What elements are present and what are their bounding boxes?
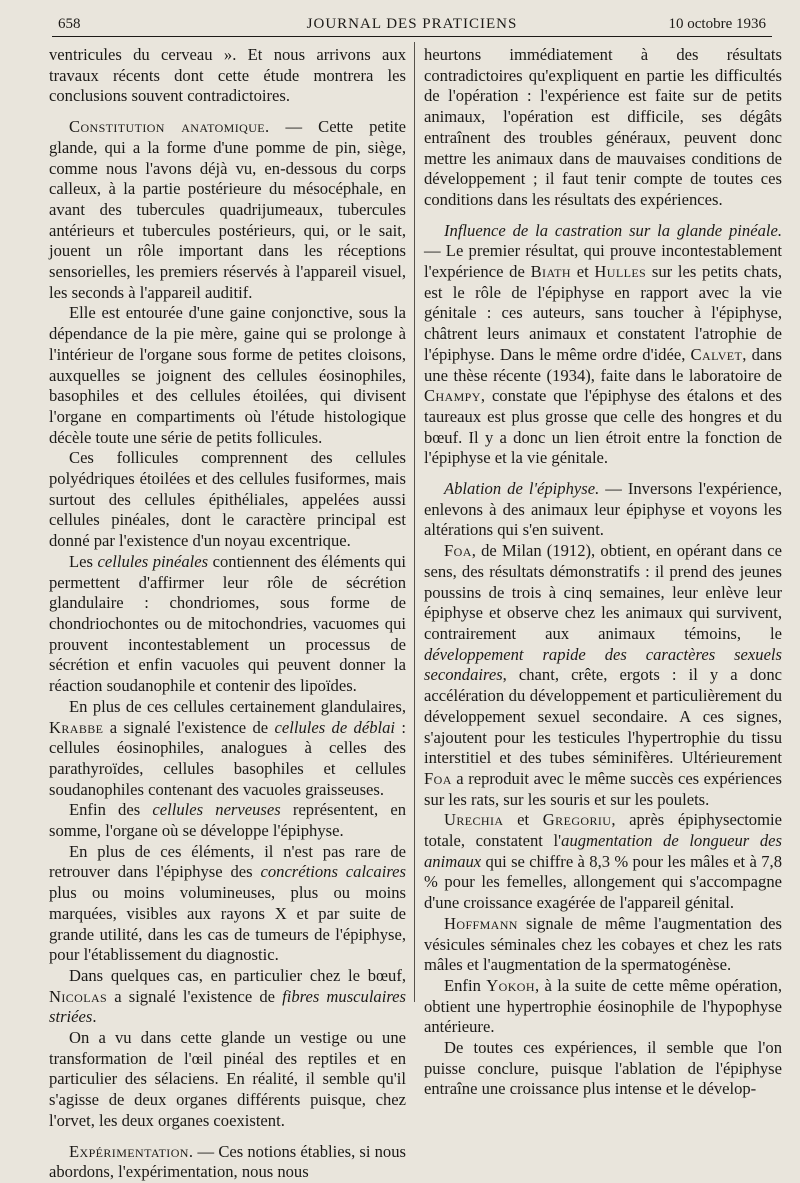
author-name: Foa: [444, 541, 472, 561]
paragraph-hoffmann: Hoffmann signale de même l'augmentation des vésicules séminales chez les cobayes et chez les rats mâles et l'augmentation de la spermatogénèse.: [424, 913, 782, 975]
paragraph-yokoh: Enfin Yokoh, à la suite de cette même opération, obtient une hypertrophie éosinophile de l'hypophyse antérieure.: [424, 975, 782, 1037]
author-name: Yokoh: [486, 975, 535, 995]
paragraph-conclusion: De toutes ces expériences, il semble que l'on puisse conclure, puisque l'ablation de l'épiphyse entraîne une croissance plus intense et le dévelop-: [424, 1038, 782, 1099]
paragraph-ablation: Ablation de l'épiphyse. — Inversons l'expérience, enlevons à des animaux leur épiphyse et voyons les altérations qui s'en suivent.: [424, 479, 782, 540]
paragraph-foa: Foa, de Milan (1912), obtient, en opérant dans ce sens, des résultats démonstratifs : il prend des jeunes poussins de trois à cinq semaines, leur enlève leur épiphyse et observe chez les animaux qui survivent, contrairement aux animaux témoins, le développement rapide des caractères sexuels secondaires, chant, crête, ergots : il y a donc accélération du développement et particulièrement du développement sexuel secondaire. A ces signes, s'ajoutent pour les testicules l'hypertrophie du tissu interstitiel et des tubes séminifères. Ultérieurement Foa a reproduit avec le même succès ces expériences sur les rats, sur les souris et sur les poulets.: [424, 541, 782, 809]
author-name: Calvet: [690, 344, 743, 364]
right-column: [424, 45, 782, 1100]
paragraph-experimentation: Expérimentation. — Ces notions établies, si nous abordons, l'expérimentation, nous nous: [49, 1141, 406, 1182]
author-name: Foa: [424, 768, 452, 788]
paragraph-follicules: Ces follicules comprennent des cellules polyédriques étoilées et des cellules fusiformes, mais surtout des cellules épithéliales, appelées aussi cellules pinéales, dont le caractère principal est donné par l'existence d'un noyau excentrique.: [49, 448, 406, 551]
paragraph-concretions: En plus de ces éléments, il n'est pas rare de retrouver dans l'épiphyse des concrétions calcaires plus ou moins volumineuses, plus ou moins marquées, visibles aux rayons X et par suite de grande utilité, dans les cas de tumeurs de l'épiphyse, pour l'établissement du diagnostic.: [49, 841, 406, 965]
paragraph-continuation: ventricules du cerveau ». Et nous arrivons aux travaux récents dont cette étude montrera les conclusions souvent contradictoires.: [49, 45, 406, 106]
author-name: Hoffmann: [444, 913, 518, 933]
paragraph-constitution: Constitution anatomique. — Cette petite glande, qui a la forme d'une pomme de pin, siège, comme nous l'avons déjà vu, en-dessous du corps calleux, à la partie postérieure du mésocéphale, en avant des tubercules quadrijumeaux, tubercules antérieurs et tubercules postérieurs, qui, or le sait, jouent un rôle important dans les réceptions sensorielles, les premiers réservés à l'appareil visuel, les seconds à l'appareil auditif.: [49, 117, 406, 302]
author-name: Nicolas: [49, 986, 108, 1006]
author-name: Krabbe: [49, 717, 104, 737]
author-name: Champy: [424, 386, 481, 406]
journal-title: JOURNAL DES PRATICIENS: [306, 16, 518, 32]
column-divider: [414, 42, 415, 1002]
paragraph-cellules-nerveuses: Enfin des cellules nerveuses représentent, en somme, l'organe où se développe l'épiphyse.: [49, 800, 406, 841]
paragraph-krabbe: En plus de ces cellules certainement glandulaires, Krabbe a signalé l'existence de cellules de déblai : cellules éosinophiles, analogues à celles des parathyroïdes, cellules basophiles et cellules soudanophiles contenant des vacuoles graisseuses.: [49, 696, 406, 799]
paragraph-gaine: Elle est entourée d'une gaine conjonctive, sous la dépendance de la pie mère, gaine qui se prolonge à l'intérieur de l'organe sous forme de petites cloisons, auxquelles se joignent des cellules éosinophiles, basophiles et des cellules étoilées, qui divisent l'organe en compartiments où l'étude histologique décèle toute une série de petits follicules.: [49, 303, 406, 447]
author-name: Urechia: [444, 810, 504, 830]
running-header: [52, 12, 772, 37]
paragraph-urechia: Urechia et Gregoriu, après épiphysectomie totale, constatent l'augmentation de longueur des animaux qui se chiffre à 8,3 % pour les mâles et à 7,8 % pour les femelles, allongement qui s'accompagne d'une croissance exagérée de l'appareil génital.: [424, 810, 782, 913]
page-number: 658: [58, 16, 81, 32]
subheading-castration: Influence de la castration sur la glande pinéale.: [444, 220, 782, 240]
paragraph-resultats: heurtons immédiatement à des résultats contradictoires qu'expliquent en partie les difficultés de l'opération : l'expérience est faite sur de petits animaux, l'opération est difficile, ses dégâts entraînent des troubles généraux, peuvent donc mettre les animaux dans de mauvaises conditions de développement ; il faut tenir compte de toutes ces conditions dans les résultats des expériences.: [424, 45, 782, 209]
subheading-ablation: Ablation de l'épiphyse.: [444, 479, 600, 499]
issue-date: 10 octobre 1936: [668, 16, 766, 32]
paragraph-castration: Influence de la castration sur la glande pinéale. — Le premier résultat, qui prouve incontestablement l'expérience de Biath et Hulles sur les petits chats, est le rôle de l'épiphyse en rapport avec la vie génitale : ces auteurs, sans toucher à l'épiphyse, châtrent leurs animaux et constatent l'atrophie de l'épiphyse. Dans le même ordre d'idée, Calvet, dans une thèse récente (1934), faite dans le laboratoire de Champy, constate que l'épiphyse des étalons et des taureaux est plus grosse que celle des hongres et du bœuf. Il y a donc un lien étroit entre la fonction de l'épiphyse et la vie génitale.: [424, 220, 782, 468]
section-heading-constitution: Constitution anatomique.: [69, 117, 270, 137]
paragraph-oeil-pineal: On a vu dans cette glande un vestige ou une transformation de l'œil pinéal des reptiles et en particulier des sélaciens. En réalité, il semble qu'il s'agisse de deux organes différents puisque, chez l'orvet, les deux organes coexistent.: [49, 1028, 406, 1130]
author-name: Gregoriu: [542, 810, 612, 830]
paragraph-nicolas: Dans quelques cas, en particulier chez le bœuf, Nicolas a signalé l'existence de fibres musculaires striées.: [49, 965, 406, 1027]
paragraph-cellules-pineales: Les cellules pinéales contiennent des éléments qui permettent d'affirmer leur rôle de sécrétion glandulaire : chondriomes, sous forme de chondriochontes ou de mitochondries, vacuomes qui prouvent incontestablement un processus de sécrétion et enfin vacuoles qui peuvent donner la réaction soudanophile et contenir des lipoïdes.: [49, 551, 406, 696]
author-name: Hulles: [594, 262, 647, 282]
section-heading-experimentation: Expérimentation.: [69, 1141, 194, 1161]
author-name: Biath: [530, 262, 571, 282]
left-column: [49, 45, 406, 1183]
